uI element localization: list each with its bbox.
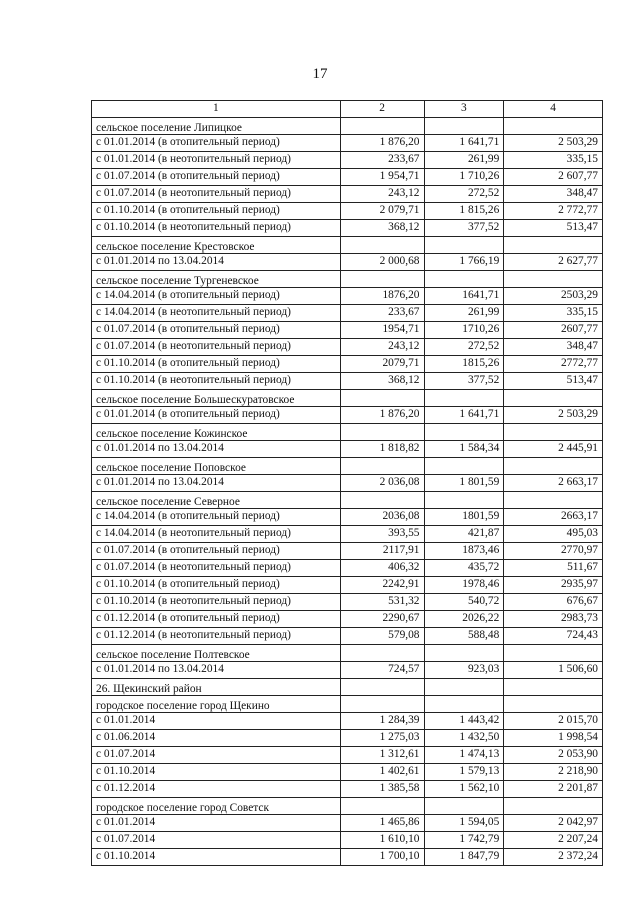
value-col-2: 2117,91 — [340, 543, 424, 560]
empty-cell — [340, 798, 424, 815]
table-row — [92, 407, 603, 424]
table-header-row — [92, 101, 603, 118]
table-row — [92, 832, 603, 849]
value-col-2: 1 876,20 — [340, 407, 424, 424]
empty-cell — [340, 237, 424, 254]
period-label: с 01.07.2014 (в отопительный период) — [92, 543, 341, 560]
table-row — [92, 288, 603, 305]
empty-cell — [340, 645, 424, 662]
empty-cell — [504, 492, 603, 509]
empty-cell — [340, 390, 424, 407]
value-col-2: 1 275,03 — [340, 730, 424, 747]
value-col-3: 923,03 — [424, 662, 504, 679]
empty-cell — [504, 679, 603, 696]
empty-cell — [340, 679, 424, 696]
value-col-2: 1 284,39 — [340, 713, 424, 730]
value-col-2: 2290,67 — [340, 611, 424, 628]
empty-cell — [424, 798, 504, 815]
value-col-4: 2 218,90 — [504, 764, 603, 781]
value-col-4: 2503,29 — [504, 288, 603, 305]
value-col-4: 2 015,70 — [504, 713, 603, 730]
table-row — [92, 560, 603, 577]
period-label: с 01.01.2014 (в отопительный период) — [92, 135, 341, 152]
value-col-3: 1 815,26 — [424, 203, 504, 220]
value-col-3: 1801,59 — [424, 509, 504, 526]
section-label: сельское поселение Липицкое — [92, 118, 341, 135]
value-col-2: 1 818,82 — [340, 441, 424, 458]
value-col-3: 1 579,13 — [424, 764, 504, 781]
value-col-3: 272,52 — [424, 339, 504, 356]
period-label: с 01.01.2014 (в отопительный период) — [92, 407, 341, 424]
value-col-2: 243,12 — [340, 339, 424, 356]
value-col-4: 513,47 — [504, 220, 603, 237]
table-row — [92, 747, 603, 764]
table-row — [92, 135, 603, 152]
empty-cell — [340, 696, 424, 713]
table-row — [92, 594, 603, 611]
period-label: с 01.10.2014 (в отопительный период) — [92, 577, 341, 594]
period-label: с 01.01.2014 — [92, 713, 341, 730]
value-col-4: 335,15 — [504, 152, 603, 169]
section-label: 26. Щекинский район — [92, 679, 341, 696]
value-col-2: 2036,08 — [340, 509, 424, 526]
value-col-2: 2079,71 — [340, 356, 424, 373]
section-label: сельское поселение Поповское — [92, 458, 341, 475]
period-label: с 14.04.2014 (в отопительный период) — [92, 288, 341, 305]
value-col-4: 2 772,77 — [504, 203, 603, 220]
value-col-2: 1 385,58 — [340, 781, 424, 798]
section-row — [92, 645, 603, 662]
table-row — [92, 662, 603, 679]
value-col-2: 1954,71 — [340, 322, 424, 339]
empty-cell — [424, 492, 504, 509]
section-row — [92, 118, 603, 135]
empty-cell — [340, 458, 424, 475]
value-col-3: 1 847,79 — [424, 849, 504, 866]
section-row — [92, 458, 603, 475]
value-col-3: 1 474,13 — [424, 747, 504, 764]
section-label: сельское поселение Тургеневское — [92, 271, 341, 288]
value-col-3: 261,99 — [424, 152, 504, 169]
value-col-2: 1 876,20 — [340, 135, 424, 152]
value-col-4: 2983,73 — [504, 611, 603, 628]
value-col-2: 368,12 — [340, 220, 424, 237]
empty-cell — [424, 118, 504, 135]
value-col-3: 1 641,71 — [424, 135, 504, 152]
empty-cell — [504, 118, 603, 135]
value-col-3: 1641,71 — [424, 288, 504, 305]
period-label: с 01.06.2014 — [92, 730, 341, 747]
period-label: с 01.10.2014 (в отопительный период) — [92, 356, 341, 373]
value-col-3: 1978,46 — [424, 577, 504, 594]
value-col-4: 335,15 — [504, 305, 603, 322]
period-label: с 14.04.2014 (в отопительный период) — [92, 509, 341, 526]
value-col-3: 1 562,10 — [424, 781, 504, 798]
table-row — [92, 441, 603, 458]
value-col-3: 377,52 — [424, 220, 504, 237]
value-col-4: 2 663,17 — [504, 475, 603, 492]
empty-cell — [340, 271, 424, 288]
value-col-4: 1 998,54 — [504, 730, 603, 747]
section-row — [92, 390, 603, 407]
empty-cell — [424, 390, 504, 407]
section-label: городское поселение город Советск — [92, 798, 341, 815]
table-row — [92, 305, 603, 322]
period-label: с 01.07.2014 (в неотопительный период) — [92, 339, 341, 356]
value-col-3: 1 594,05 — [424, 815, 504, 832]
value-col-2: 233,67 — [340, 152, 424, 169]
value-col-2: 1 465,86 — [340, 815, 424, 832]
value-col-3: 1 766,19 — [424, 254, 504, 271]
table-row — [92, 628, 603, 645]
empty-cell — [424, 424, 504, 441]
value-col-3: 435,72 — [424, 560, 504, 577]
value-col-4: 1 506,60 — [504, 662, 603, 679]
empty-cell — [504, 424, 603, 441]
period-label: с 01.10.2014 — [92, 764, 341, 781]
empty-cell — [504, 237, 603, 254]
value-col-2: 233,67 — [340, 305, 424, 322]
empty-cell — [424, 271, 504, 288]
value-col-3: 1 742,79 — [424, 832, 504, 849]
section-row — [92, 271, 603, 288]
value-col-4: 2770,97 — [504, 543, 603, 560]
empty-cell — [504, 390, 603, 407]
value-col-3: 272,52 — [424, 186, 504, 203]
period-label: с 01.01.2014 по 13.04.2014 — [92, 254, 341, 271]
period-label: с 01.07.2014 (в отопительный период) — [92, 322, 341, 339]
table-row — [92, 577, 603, 594]
value-col-3: 377,52 — [424, 373, 504, 390]
value-col-3: 1815,26 — [424, 356, 504, 373]
section-label: сельское поселение Большескуратовское — [92, 390, 341, 407]
section-label: городское поселение город Щекино — [92, 696, 341, 713]
value-col-4: 2 207,24 — [504, 832, 603, 849]
value-col-2: 1 402,61 — [340, 764, 424, 781]
page-number: 17 — [312, 66, 328, 82]
value-col-3: 1 584,34 — [424, 441, 504, 458]
value-col-2: 579,08 — [340, 628, 424, 645]
table-row — [92, 152, 603, 169]
period-label: с 01.01.2014 по 13.04.2014 — [92, 662, 341, 679]
period-label: с 14.04.2014 (в неотопительный период) — [92, 305, 341, 322]
period-label: с 01.01.2014 (в неотопительный период) — [92, 152, 341, 169]
value-col-2: 1 700,10 — [340, 849, 424, 866]
value-col-4: 2 053,90 — [504, 747, 603, 764]
value-col-3: 1 443,42 — [424, 713, 504, 730]
section-row — [92, 492, 603, 509]
table-row — [92, 611, 603, 628]
period-label: с 01.07.2014 — [92, 832, 341, 849]
empty-cell — [504, 645, 603, 662]
value-col-3: 1873,46 — [424, 543, 504, 560]
value-col-4: 2 042,97 — [504, 815, 603, 832]
value-col-3: 1 801,59 — [424, 475, 504, 492]
value-col-2: 393,55 — [340, 526, 424, 543]
value-col-4: 2 627,77 — [504, 254, 603, 271]
period-label: с 01.10.2014 (в неотопительный период) — [92, 594, 341, 611]
value-col-4: 2 607,77 — [504, 169, 603, 186]
value-col-4: 2 445,91 — [504, 441, 603, 458]
column-header-4: 4 — [504, 101, 603, 118]
table-row — [92, 322, 603, 339]
value-col-2: 1 610,10 — [340, 832, 424, 849]
table-row — [92, 509, 603, 526]
period-label: с 01.01.2014 по 13.04.2014 — [92, 475, 341, 492]
period-label: с 01.10.2014 (в неотопительный период) — [92, 220, 341, 237]
table-row — [92, 339, 603, 356]
empty-cell — [340, 118, 424, 135]
value-col-2: 243,12 — [340, 186, 424, 203]
empty-cell — [340, 492, 424, 509]
table-row — [92, 713, 603, 730]
section-row — [92, 237, 603, 254]
value-col-4: 2 201,87 — [504, 781, 603, 798]
table-row — [92, 220, 603, 237]
value-col-2: 2 079,71 — [340, 203, 424, 220]
empty-cell — [504, 271, 603, 288]
table-row — [92, 764, 603, 781]
value-col-4: 2 372,24 — [504, 849, 603, 866]
value-col-4: 2772,77 — [504, 356, 603, 373]
value-col-4: 2935,97 — [504, 577, 603, 594]
column-header-2: 2 — [340, 101, 424, 118]
value-col-2: 724,57 — [340, 662, 424, 679]
value-col-2: 2 036,08 — [340, 475, 424, 492]
period-label: с 01.07.2014 — [92, 747, 341, 764]
section-row — [92, 424, 603, 441]
period-label: с 01.12.2014 (в отопительный период) — [92, 611, 341, 628]
period-label: с 01.01.2014 — [92, 815, 341, 832]
period-label: с 01.10.2014 (в неотопительный период) — [92, 373, 341, 390]
table-row — [92, 169, 603, 186]
section-label: сельское поселение Полтевское — [92, 645, 341, 662]
empty-cell — [504, 798, 603, 815]
value-col-4: 2 503,29 — [504, 135, 603, 152]
period-label: с 01.07.2014 (в неотопительный период) — [92, 186, 341, 203]
value-col-4: 513,47 — [504, 373, 603, 390]
value-col-4: 495,03 — [504, 526, 603, 543]
section-label: сельское поселение Кожинское — [92, 424, 341, 441]
empty-cell — [424, 679, 504, 696]
value-col-2: 1 954,71 — [340, 169, 424, 186]
table-row — [92, 849, 603, 866]
section-label: сельское поселение Северное — [92, 492, 341, 509]
period-label: с 14.04.2014 (в неотопительный период) — [92, 526, 341, 543]
table-row — [92, 730, 603, 747]
value-col-4: 2663,17 — [504, 509, 603, 526]
value-col-4: 2 503,29 — [504, 407, 603, 424]
value-col-3: 588,48 — [424, 628, 504, 645]
empty-cell — [424, 696, 504, 713]
period-label: с 01.07.2014 (в отопительный период) — [92, 169, 341, 186]
value-col-3: 1 641,71 — [424, 407, 504, 424]
empty-cell — [340, 424, 424, 441]
value-col-2: 1 312,61 — [340, 747, 424, 764]
table-row — [92, 475, 603, 492]
section-row — [92, 798, 603, 815]
empty-cell — [504, 458, 603, 475]
period-label: с 01.10.2014 — [92, 849, 341, 866]
section-row — [92, 696, 603, 713]
value-col-2: 406,32 — [340, 560, 424, 577]
section-label: сельское поселение Крестовское — [92, 237, 341, 254]
value-col-3: 421,87 — [424, 526, 504, 543]
table-row — [92, 373, 603, 390]
value-col-3: 1 432,50 — [424, 730, 504, 747]
value-col-4: 348,47 — [504, 339, 603, 356]
value-col-3: 540,72 — [424, 594, 504, 611]
tariff-table — [91, 100, 603, 866]
value-col-3: 2026,22 — [424, 611, 504, 628]
column-header-1: 1 — [92, 101, 341, 118]
value-col-2: 1876,20 — [340, 288, 424, 305]
value-col-4: 2607,77 — [504, 322, 603, 339]
table-row — [92, 815, 603, 832]
value-col-4: 724,43 — [504, 628, 603, 645]
value-col-4: 348,47 — [504, 186, 603, 203]
table-row — [92, 186, 603, 203]
period-label: с 01.07.2014 (в неотопительный период) — [92, 560, 341, 577]
table-row — [92, 356, 603, 373]
table-row — [92, 543, 603, 560]
column-header-3: 3 — [424, 101, 504, 118]
table-row — [92, 781, 603, 798]
empty-cell — [424, 645, 504, 662]
value-col-2: 531,32 — [340, 594, 424, 611]
value-col-2: 368,12 — [340, 373, 424, 390]
table-row — [92, 526, 603, 543]
value-col-3: 1 710,26 — [424, 169, 504, 186]
period-label: с 01.01.2014 по 13.04.2014 — [92, 441, 341, 458]
period-label: с 01.12.2014 (в неотопительный период) — [92, 628, 341, 645]
value-col-2: 2 000,68 — [340, 254, 424, 271]
value-col-2: 2242,91 — [340, 577, 424, 594]
section-row — [92, 679, 603, 696]
value-col-4: 511,67 — [504, 560, 603, 577]
empty-cell — [424, 458, 504, 475]
period-label: с 01.12.2014 — [92, 781, 341, 798]
table-row — [92, 203, 603, 220]
period-label: с 01.10.2014 (в отопительный период) — [92, 203, 341, 220]
value-col-3: 1710,26 — [424, 322, 504, 339]
empty-cell — [504, 696, 603, 713]
value-col-4: 676,67 — [504, 594, 603, 611]
value-col-3: 261,99 — [424, 305, 504, 322]
table-row — [92, 254, 603, 271]
empty-cell — [424, 237, 504, 254]
